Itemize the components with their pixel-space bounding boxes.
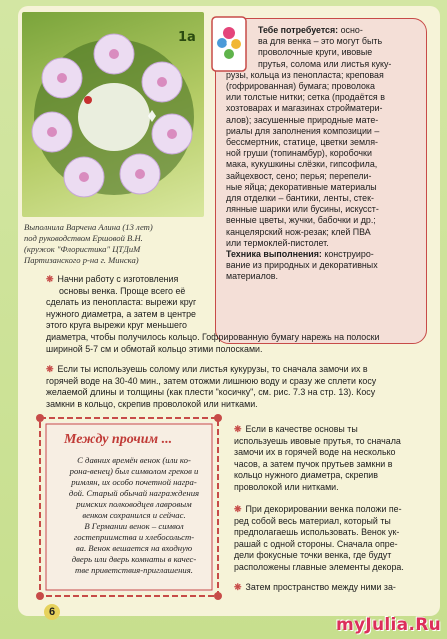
paragraph-4 xyxy=(234,504,404,574)
materials-text-run: мака, кукушкины слёзки, гипсофила, xyxy=(226,159,378,170)
materials-line xyxy=(226,193,422,204)
by-the-way-line: ва. Венок вешается на входную xyxy=(75,543,193,553)
materials-text-run: вание из природных и декоративных xyxy=(226,260,378,271)
materials-text-run: канцелярский нож-резак; клей ПВА xyxy=(226,226,371,237)
by-the-way-line: римских полководцев лавровым xyxy=(76,499,192,509)
materials-line xyxy=(226,182,422,193)
paragraph-2 xyxy=(46,364,376,410)
materials-text xyxy=(226,25,422,283)
by-the-way-text xyxy=(52,455,216,576)
materials-line xyxy=(226,238,422,249)
materials-text-run: ные яйца; декоративные материалы xyxy=(226,181,377,192)
materials-text-run: конструиро- xyxy=(321,249,374,260)
materials-line xyxy=(226,204,422,215)
paragraph-line: Затем пространство между ними за- xyxy=(245,582,396,592)
paragraph-line: замочи их в горячей воде на несколько xyxy=(234,447,396,458)
by-the-way-line: римлян, их особо почетной награ- xyxy=(71,477,197,487)
materials-text-run: хозтоварах и магазинах стройматери- xyxy=(226,103,383,114)
paragraph-line: Если ты используешь солому или листья кукурузы, то сначала замочи их в xyxy=(57,364,368,374)
by-the-way-line: В Германии венок – символ xyxy=(84,521,184,531)
materials-line xyxy=(226,36,422,47)
materials-line xyxy=(226,47,422,58)
bullet-icon: ❋ xyxy=(234,424,242,434)
by-the-way-line: дой. Старый обычай награждения xyxy=(68,488,200,498)
materials-line xyxy=(226,137,422,148)
by-the-way-line: гостеприимства и хлебосольст- xyxy=(73,532,195,542)
figure-label: 1a xyxy=(178,30,196,45)
by-the-way-title: Между прочим ... xyxy=(64,432,173,447)
materials-text-run: бессмертник, статице, цветки земля- xyxy=(226,137,378,148)
by-the-way-line: рона-венец) был символом греков и xyxy=(69,466,199,476)
by-the-way-line: дверь или дверь комнаты в качес- xyxy=(71,554,197,564)
paragraph-line: горячей воде на 30-40 мин., затем отожми лишнюю воду и сразу же сплети косу xyxy=(46,375,377,386)
paragraph-5 xyxy=(234,582,396,594)
paragraph-3 xyxy=(234,424,401,494)
paragraph-line: ред собой весь материал, который ты xyxy=(234,515,391,526)
materials-line xyxy=(226,59,422,70)
by-the-way-line: С давних времён венок (или ко- xyxy=(77,455,191,465)
materials-line xyxy=(226,249,422,260)
materials-line xyxy=(226,171,422,182)
materials-line xyxy=(226,260,422,271)
caption-line: под руководством Ершовой В.Н. xyxy=(24,233,143,243)
paragraph-line: основы венка. Проще всего её xyxy=(59,285,186,296)
materials-heading: Техника выполнения: xyxy=(226,249,322,260)
materials-text-run: осно- xyxy=(338,25,363,35)
materials-text-run: или термоклей-пистолет. xyxy=(226,237,329,248)
paragraph-line: сделать из пенопласта: вырежи круг xyxy=(46,297,197,308)
paragraph-line: предполагаешь использовать. Венок ук- xyxy=(234,527,400,538)
materials-line xyxy=(226,159,422,170)
materials-text-run: прутья, солома или листья куку- xyxy=(258,58,392,69)
materials-text-run: рузы, кольца из пенопласта; креповая xyxy=(226,69,384,80)
paragraph-line: используешь ивовые прутья, то сначала xyxy=(234,435,401,446)
materials-text-run: ва для венка – это могут быть xyxy=(258,36,383,47)
paragraph-line: рашай с одной стороны. Сначала опре- xyxy=(234,538,398,549)
materials-text-run: зайцехвост, сено; перья; перепели- xyxy=(226,170,372,181)
paragraph-line: диаметра, чтобы получилось кольцо. Гофрированную бумагу нарежь на полоски xyxy=(46,331,380,342)
paragraph-line: При декорировании венка положи пе- xyxy=(245,504,402,514)
paragraph-line: этого круга вырежи круг меньшего xyxy=(46,320,187,331)
bullet-icon: ❋ xyxy=(46,364,54,374)
page-number: 6 xyxy=(44,604,60,620)
site-watermark: myJulia.Ru xyxy=(336,615,441,635)
paragraph-line: нужного диаметра, а затем в центре xyxy=(46,308,196,319)
paragraph-line: расположены главные элементы декора. xyxy=(234,561,404,572)
materials-heading: Тебе потребуется: xyxy=(258,25,339,35)
materials-line xyxy=(226,92,422,103)
paragraph-line: Начни работу с изготовления xyxy=(57,274,179,284)
caption-line: Партизанского р-на г. Минска) xyxy=(24,255,139,265)
materials-line xyxy=(226,25,422,36)
caption-line: (кружок "Флористика" ЦТДиМ xyxy=(24,244,141,254)
materials-text-run: (гофрированная) бумага; проволока xyxy=(226,81,375,92)
figure-caption xyxy=(24,222,229,266)
by-the-way-line: венком сохранился и сейчас. xyxy=(82,510,186,520)
by-the-way-box xyxy=(44,422,214,592)
materials-text-run: материалов. xyxy=(226,271,278,282)
materials-text-run: венные цветы, жучки, бабочки и др.; xyxy=(226,215,376,226)
materials-text-run: или толстые нитки; сетка (продаётся в xyxy=(226,92,385,103)
materials-text-run: для отделки – бантики, ленты, стек- xyxy=(226,193,374,204)
materials-line xyxy=(226,70,422,81)
paragraph-line: Если в качестве основы ты xyxy=(245,424,358,434)
paragraph-1 xyxy=(46,274,380,355)
materials-line xyxy=(226,126,422,137)
paragraph-line: часов, а затем пучок прутьев замкни в xyxy=(234,458,393,469)
materials-text-run: проволочные круги, ивовые xyxy=(258,47,373,58)
materials-line xyxy=(226,227,422,238)
bullet-icon: ❋ xyxy=(234,504,242,514)
materials-text-run: ной груши (топинамбур), коробочки xyxy=(226,148,372,159)
materials-line xyxy=(226,115,422,126)
wreath-photo xyxy=(22,12,204,217)
wreath-illustration xyxy=(22,12,204,217)
materials-line xyxy=(226,103,422,114)
bullet-icon: ❋ xyxy=(46,274,54,284)
materials-text-run: лянные шарики или бусины, искусст- xyxy=(226,204,379,215)
caption-line: Выполнила Варчена Алина (13 лет) xyxy=(24,222,153,232)
bullet-icon: ❋ xyxy=(234,582,242,592)
paragraph-line: кольцо нужного диаметра, скрепив xyxy=(234,470,378,481)
materials-text-run: риалы для заполнения композиции – xyxy=(226,125,380,136)
materials-text-run: алов); засушенные природные мате- xyxy=(226,114,379,125)
by-the-way-line: тве приветствия-приглашения. xyxy=(75,565,193,575)
paragraph-line: дели фокусные точки венка, где будут xyxy=(234,550,392,561)
paragraph-line: замкни в кольцо, скрепив проволокой или нитками. xyxy=(46,398,258,409)
paragraph-line: шириной 5-7 см и обмотай кольцо этими полосками. xyxy=(46,343,263,354)
paragraph-line: желаемой длины и толщины (как плести "косичку", см. рис. 7.3 на стр. 13). Косу xyxy=(46,387,376,398)
materials-line xyxy=(226,81,422,92)
materials-line xyxy=(226,215,422,226)
materials-line xyxy=(226,148,422,159)
paragraph-line: проволокой или нитками. xyxy=(234,481,339,492)
